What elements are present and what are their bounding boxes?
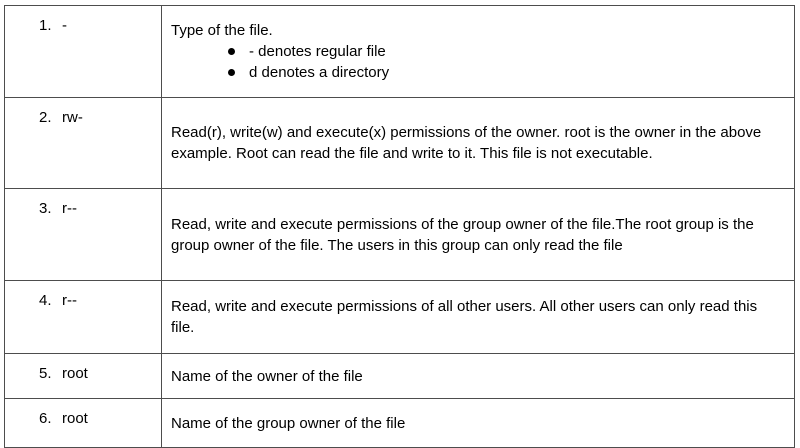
description-text: Type of the file. bbox=[171, 22, 273, 39]
bullet-item bbox=[171, 41, 784, 62]
item-number: 3. bbox=[39, 200, 52, 217]
table-row bbox=[5, 281, 795, 354]
item-cell bbox=[5, 6, 162, 98]
item-value: rw- bbox=[62, 109, 83, 126]
item-cell bbox=[5, 399, 162, 448]
table-row bbox=[5, 354, 795, 399]
item-value: r-- bbox=[62, 200, 77, 217]
table-row bbox=[5, 399, 795, 448]
description-text: Read, write and execute permissions of all other users. All other users can only read this file. bbox=[171, 298, 758, 336]
bullet-text: - denotes regular file bbox=[249, 43, 386, 60]
bullet-icon bbox=[228, 69, 235, 76]
item-cell bbox=[5, 98, 162, 189]
description-cell bbox=[162, 189, 795, 281]
description-text: Name of the owner of the file bbox=[171, 367, 363, 385]
table-row bbox=[5, 6, 795, 98]
table-row bbox=[5, 189, 795, 281]
item-number: 1. bbox=[39, 17, 52, 34]
item-cell bbox=[5, 281, 162, 354]
item-number: 2. bbox=[39, 109, 52, 126]
item-number: 4. bbox=[39, 292, 52, 309]
item-number: 5. bbox=[39, 365, 52, 382]
item-value: r-- bbox=[62, 292, 77, 309]
description-text: Read(r), write(w) and execute(x) permissions of the owner. root is the owner in the above example. Root can read the file and write to it. This file is not executable. bbox=[171, 124, 762, 162]
description-cell bbox=[162, 399, 795, 448]
item-cell bbox=[5, 354, 162, 399]
item-value: root bbox=[62, 410, 88, 427]
bullet-text: d denotes a directory bbox=[249, 64, 390, 81]
table-row bbox=[5, 98, 795, 189]
item-value: root bbox=[62, 365, 88, 382]
item-cell bbox=[5, 189, 162, 281]
bullet-item bbox=[171, 62, 784, 83]
item-number: 6. bbox=[39, 410, 52, 427]
description-text: Read, write and execute permissions of the group owner of the file.The root group is the group owner of the file. The users in this group can only read the file bbox=[171, 215, 754, 254]
description-cell bbox=[162, 354, 795, 399]
description-cell bbox=[162, 6, 795, 98]
description-text: Name of the group owner of the file bbox=[171, 414, 406, 432]
description-cell bbox=[162, 98, 795, 189]
file-permissions-table bbox=[4, 5, 795, 448]
item-value: - bbox=[62, 17, 67, 34]
description-cell bbox=[162, 281, 795, 354]
bullet-icon bbox=[228, 48, 235, 55]
